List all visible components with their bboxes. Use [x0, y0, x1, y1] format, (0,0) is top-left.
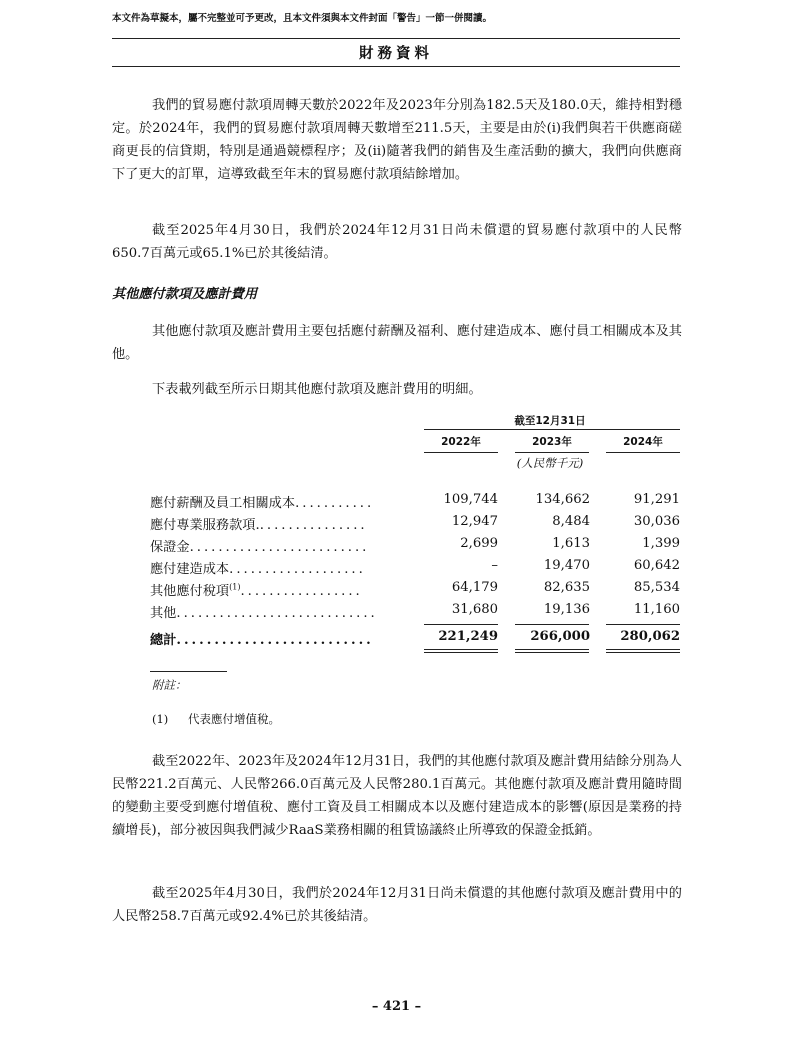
page-number: – 421 – [371, 999, 422, 1014]
cell-2024: 30,036 [633, 514, 680, 529]
subheading-other-payables: 其他應付款項及應計費用 [112, 287, 258, 302]
column-rule-2024 [606, 452, 680, 453]
paragraph-trade-payables-turnover: 我們的貿易應付款項周轉天數於2022年及2023年分別為182.5天及180.0天，維持相對穩定。於2024年，我們的貿易應付款項周轉天數增至211.5天，主要是由於(i)我們與若干供應商磋商更長的信貸期，特別是通過競標程序；及(ii)隨著我們的銷售及生產活動的擴大，我們向供應商下了更大的訂單，這導致截至年末的貿易應付款項結餘增加。 [112, 98, 682, 182]
row-label: 其他............................ [150, 606, 378, 621]
row-label: 其他應付稅項$^{(1)}$................. [150, 582, 363, 599]
table-row [150, 602, 680, 624]
row-label: 應付建造成本................... [150, 562, 366, 577]
cell-2022: 2,699 [460, 536, 498, 551]
cell-2024: 11,160 [633, 602, 680, 617]
cell-2023: 1,613 [552, 536, 590, 551]
table-row [150, 492, 680, 514]
note-rule [150, 671, 227, 672]
table-row [150, 536, 680, 558]
table-row [150, 580, 680, 602]
paragraph-other-payables-settlement: 截至2025年4月30日，我們於2024年12月31日尚未償還的其他應付款項及應計費用中的人民幣258.7百萬元或92.4%已於其後結清。 [112, 886, 682, 924]
total-double-rule [606, 649, 680, 650]
cell-2024: 91,291 [633, 492, 680, 507]
column-header-2023: 2023年 [532, 436, 572, 448]
header-rule [112, 38, 680, 39]
cell-2022: – [491, 558, 498, 573]
table-row [150, 514, 680, 536]
cell-2024: 85,534 [633, 580, 680, 595]
total-double-rule [515, 652, 589, 653]
row-label: 應付專業服務款項................ [150, 518, 368, 533]
unit-note: (人民幣千元) [516, 456, 584, 470]
note-heading: 附註： [152, 678, 187, 692]
cell-2022: 31,680 [451, 602, 498, 617]
subtotal-rule-2024 [606, 624, 680, 625]
column-rule-2022 [424, 452, 498, 453]
subtotal-rule-2022 [424, 624, 498, 625]
total-double-rule [606, 652, 680, 653]
table-total-row [150, 629, 680, 651]
table-row [150, 558, 680, 580]
total-double-rule [515, 649, 589, 650]
paragraph-other-payables-composition: 其他應付款項及應計費用主要包括應付薪酬及福利、應付建造成本、應付員工相關成本及其他。 [112, 324, 682, 362]
cell-2023: 134,662 [535, 492, 590, 507]
total-2023: 266,000 [530, 629, 590, 644]
cell-2023: 82,635 [543, 580, 590, 595]
group-header-rule [424, 429, 680, 430]
subtotal-rule-2023 [515, 624, 589, 625]
note-item: (1) 代表應付增值稅。 [152, 712, 280, 726]
paragraph-trade-payables-settlement: 截至2025年4月30日，我們於2024年12月31日尚未償還的貿易應付款項中的人民幣650.7百萬元或65.1%已於其後結清。 [112, 223, 682, 261]
cell-2022: 12,947 [451, 514, 498, 529]
cell-2023: 19,470 [543, 558, 590, 573]
cell-2023: 8,484 [552, 514, 590, 529]
total-double-rule [424, 649, 498, 650]
column-rule-2023 [515, 452, 589, 453]
title-rule [112, 66, 680, 67]
column-header-2024: 2024年 [623, 436, 663, 448]
total-2022: 221,249 [438, 629, 498, 644]
cell-2022: 109,744 [443, 492, 498, 507]
draft-notice: 本文件為草擬本，屬不完整並可予更改，且本文件須與本文件封面「警告」一節一併閱讀。 [112, 13, 493, 24]
cell-2022: 64,179 [451, 580, 498, 595]
table-group-header: 截至12月31日 [514, 415, 586, 427]
section-title: 財務資料 [359, 46, 433, 62]
column-header-2022: 2022年 [441, 436, 481, 448]
total-2024: 280,062 [620, 629, 680, 644]
table-intro: 下表載列截至所示日期其他應付款項及應計費用的明細。 [152, 382, 482, 397]
cell-2024: 1,399 [642, 536, 680, 551]
row-label: 保證金......................... [150, 540, 370, 555]
total-double-rule [424, 652, 498, 653]
paragraph-other-payables-balance: 截至2022年、2023年及2024年12月31日，我們的其他應付款項及應計費用結餘分別為人民幣221.2百萬元、人民幣266.0百萬元及人民幣280.1百萬元。其他應付款項及應計費用隨時間的變動主要受到應付增值稅、應付工資及員工相關成本以及應付建造成本的影響(原因是業務的持續增長)，部分被因與我們減少RaaS業務相關的租賃協議終止所導致的保證金抵銷。 [112, 754, 682, 838]
cell-2024: 60,642 [633, 558, 680, 573]
row-label: 應付薪酬及員工相關成本........... [150, 496, 375, 511]
cell-2023: 19,136 [543, 602, 590, 617]
total-label: 總計.......................... [150, 633, 374, 648]
